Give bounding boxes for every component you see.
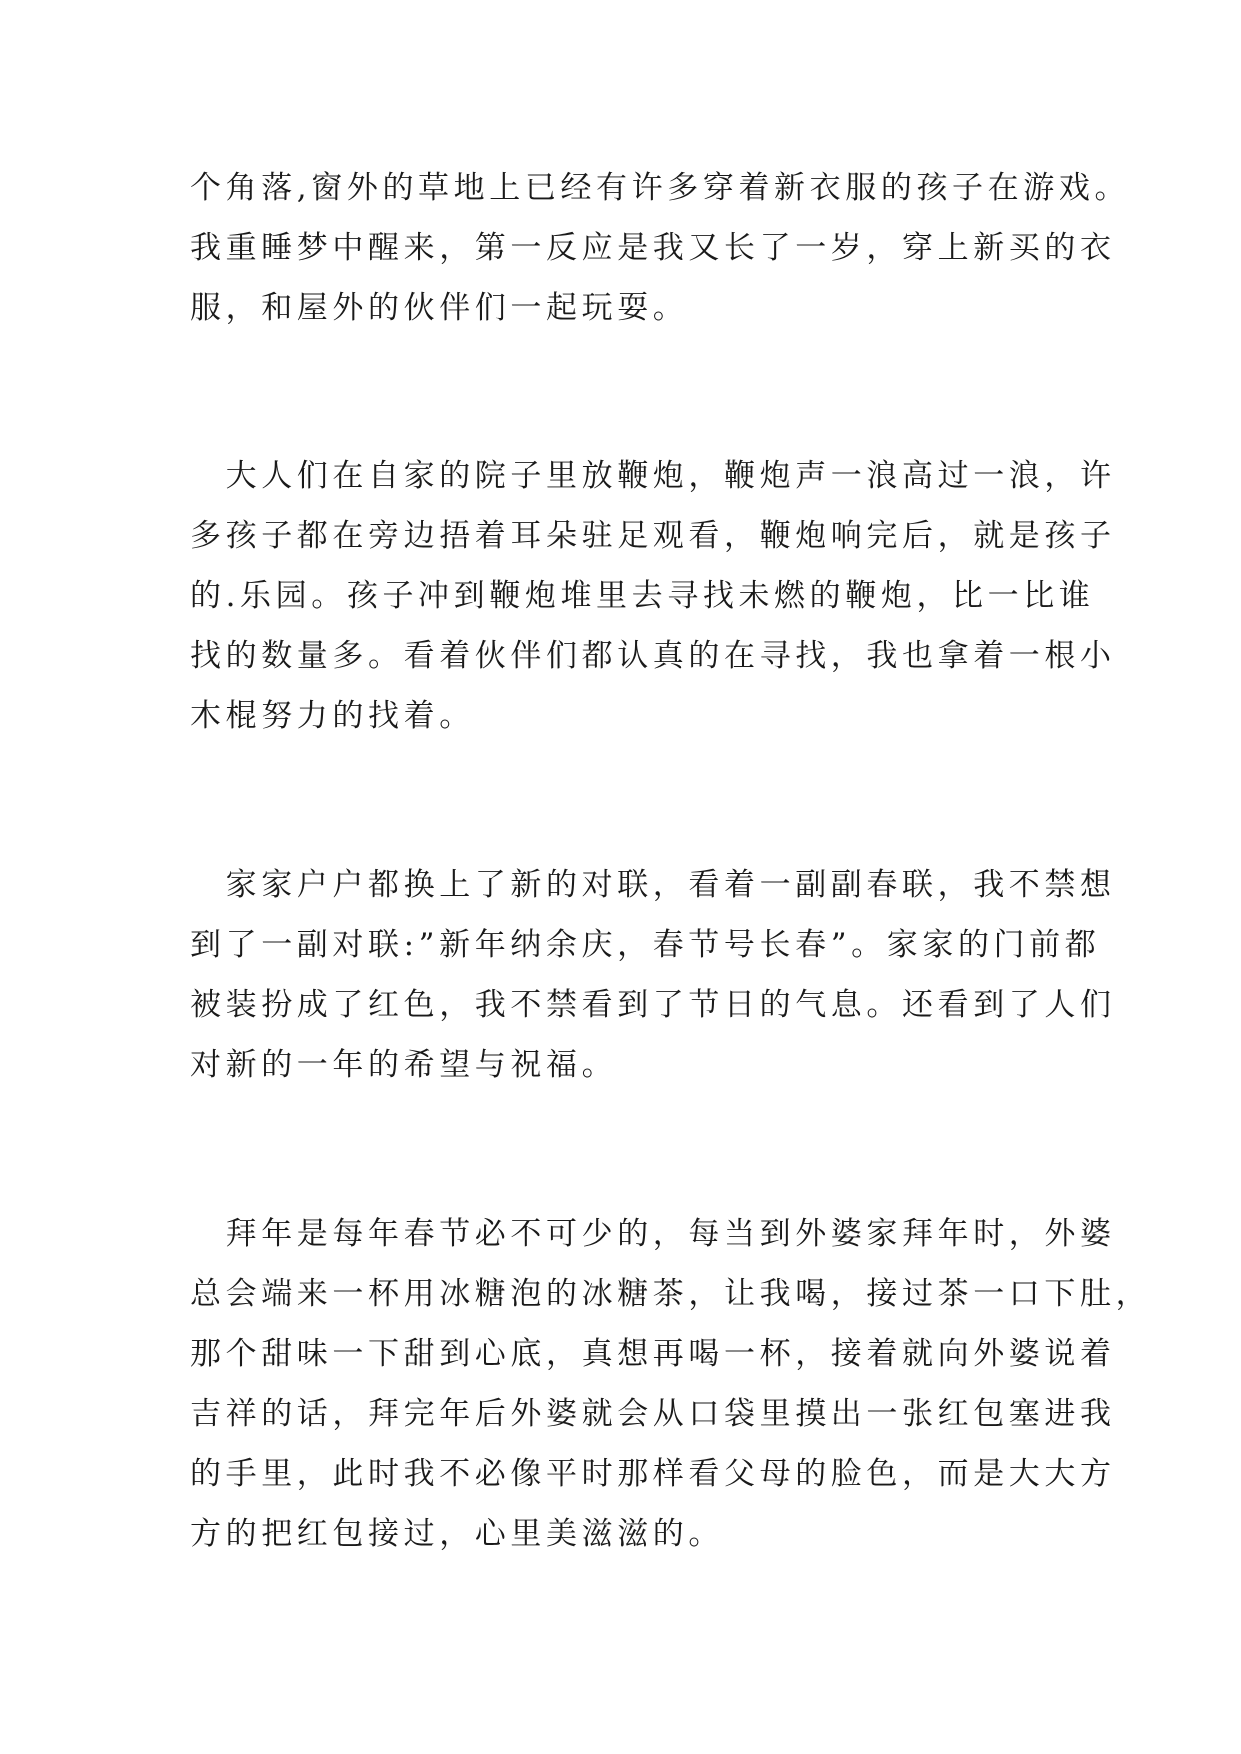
text-line: 大人们在自家的院子里放鞭炮，鞭炮声一浪高过一浪，许 [190, 458, 1116, 494]
text-line: 我重睡梦中醒来，第一反应是我又长了一岁，穿上新买的衣 [190, 230, 1116, 266]
text-line: 找的数量多。看着伙伴们都认真的在寻找，我也拿着一根小 [190, 638, 1116, 674]
text-line: 对新的一年的希望与祝福。 [190, 1047, 618, 1083]
text-line: 木棍努力的找着。 [190, 698, 475, 734]
text-line: 方的把红包接过，心里美滋滋的。 [190, 1516, 724, 1552]
text-line: 吉祥的话，拜完年后外婆就会从口袋里摸出一张红包塞进我 [190, 1396, 1116, 1432]
text-line: 多孩子都在旁边捂着耳朵驻足观看，鞭炮响完后，就是孩子 [190, 518, 1116, 554]
text-line: 拜年是每年春节必不可少的，每当到外婆家拜年时，外婆 [190, 1216, 1116, 1252]
text-line: 的手里，此时我不必像平时那样看父母的脸色，而是大大方 [190, 1456, 1116, 1492]
paragraph-3 [190, 855, 1116, 1095]
text-line: 到了一副对联:”新年纳余庆，春节号长春”。家家的门前都 [190, 927, 1101, 963]
text-line: 家家户户都换上了新的对联，看着一副副春联，我不禁想 [190, 867, 1116, 903]
text-line: 个角落,窗外的草地上已经有许多穿着新衣服的孩子在游戏。 [190, 170, 1131, 206]
paragraph-2 [190, 446, 1116, 746]
text-line: 被装扮成了红色，我不禁看到了节日的气息。还看到了人们 [190, 987, 1116, 1023]
text-line: 总会端来一杯用冰糖泡的冰糖茶，让我喝，接过茶一口下肚， [190, 1276, 1152, 1312]
text-line: 那个甜味一下甜到心底，真想再喝一杯，接着就向外婆说着 [190, 1336, 1116, 1372]
paragraph-4 [190, 1204, 1152, 1564]
paragraph-1 [190, 158, 1131, 338]
text-line: 服，和屋外的伙伴们一起玩耍。 [190, 290, 689, 326]
text-line: 的.乐园。孩子冲到鞭炮堆里去寻找未燃的鞭炮，比一比谁 [190, 578, 1095, 614]
